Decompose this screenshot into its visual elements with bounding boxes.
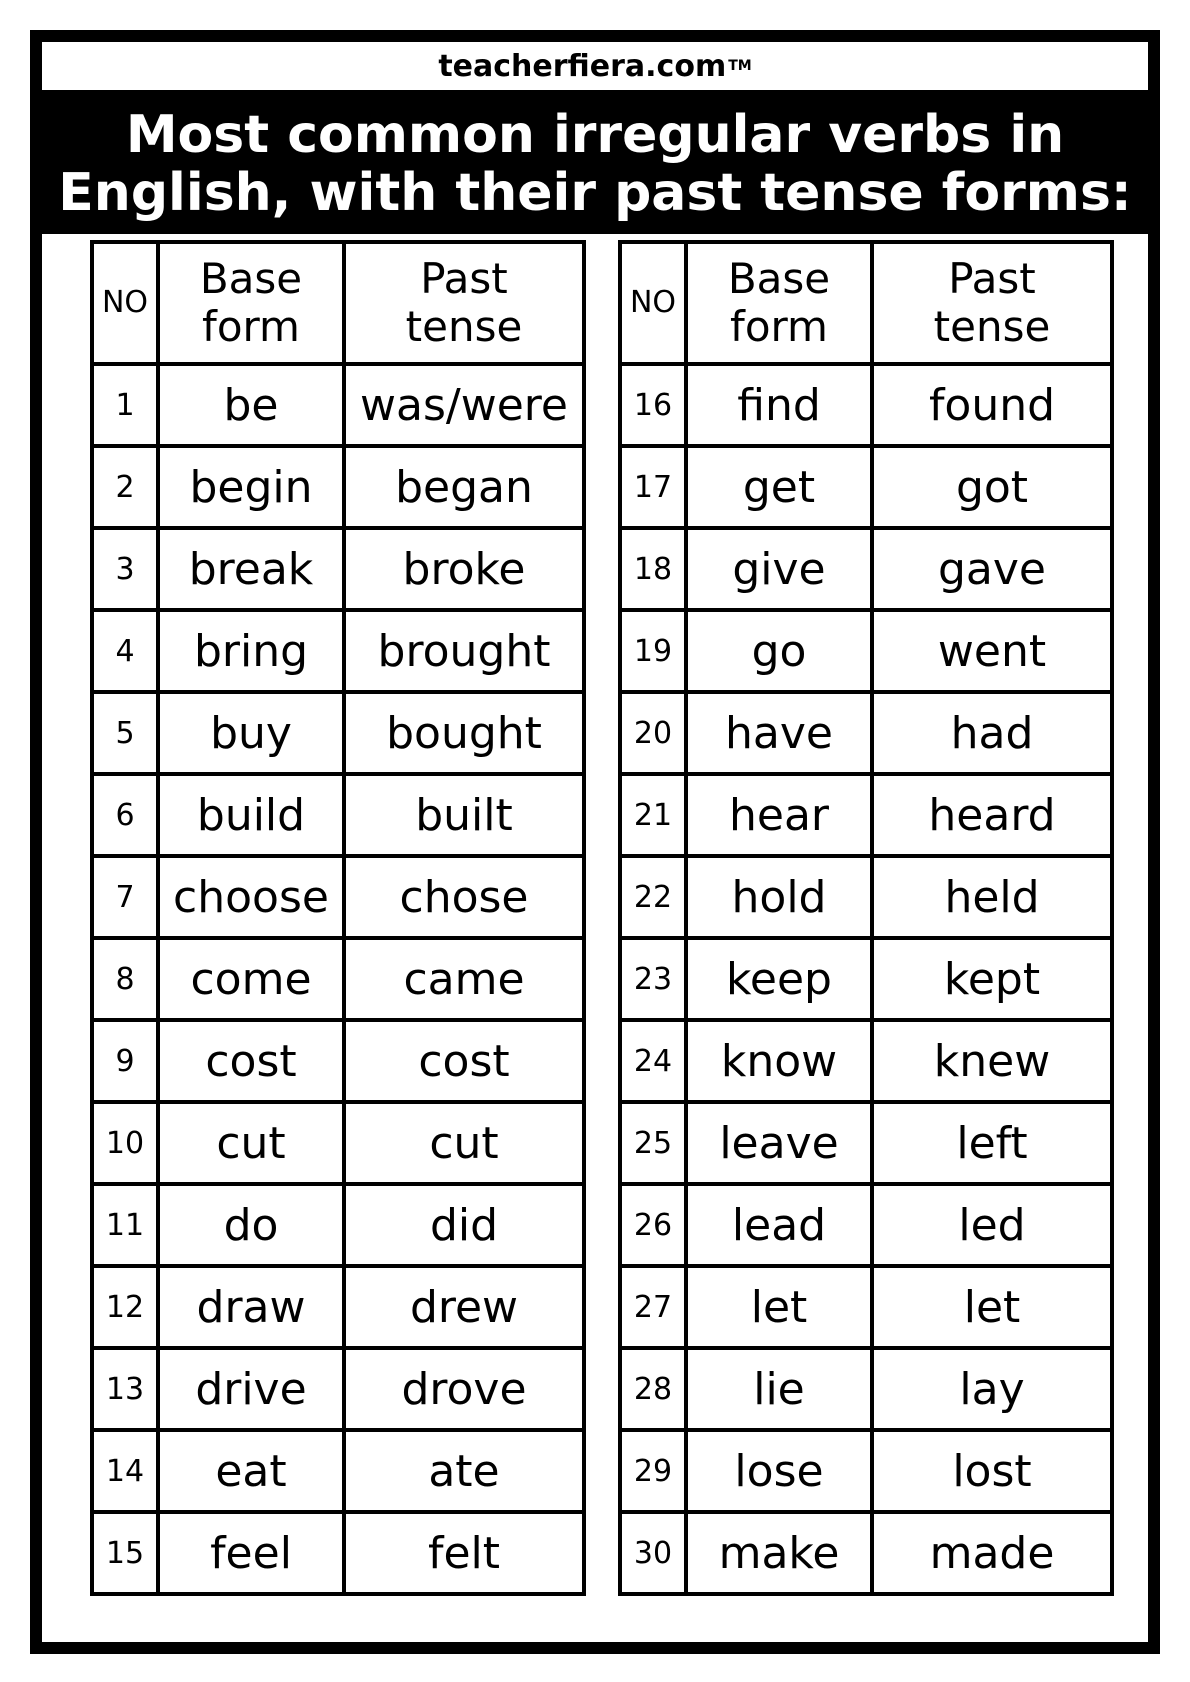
verb-number: 28 [620, 1348, 686, 1430]
verb-number: 3 [92, 528, 158, 610]
verb-past-tense: began [344, 446, 584, 528]
verb-past-tense: built [344, 774, 584, 856]
table-row [92, 528, 584, 610]
verb-number: 18 [620, 528, 686, 610]
verb-past-tense: left [872, 1102, 1112, 1184]
verb-number: 10 [92, 1102, 158, 1184]
table-row [92, 364, 584, 446]
header-past-line-1: Past [948, 254, 1036, 303]
verb-past-tense: had [872, 692, 1112, 774]
verb-base-form: hear [686, 774, 872, 856]
table-row [620, 446, 1112, 528]
verb-number: 15 [92, 1512, 158, 1594]
column-header-past-tense [872, 242, 1112, 364]
verb-past-tense: let [872, 1266, 1112, 1348]
verb-number: 5 [92, 692, 158, 774]
verb-base-form: be [158, 364, 344, 446]
verb-number: 20 [620, 692, 686, 774]
header-base-line-2: form [202, 302, 300, 351]
table-row [92, 774, 584, 856]
table-row [620, 774, 1112, 856]
table-row [92, 1102, 584, 1184]
verb-number: 27 [620, 1266, 686, 1348]
verb-number: 19 [620, 610, 686, 692]
column-header-base-form [686, 242, 872, 364]
verb-past-tense: chose [344, 856, 584, 938]
verb-number: 7 [92, 856, 158, 938]
verb-past-tense: heard [872, 774, 1112, 856]
table-row [92, 856, 584, 938]
verb-base-form: do [158, 1184, 344, 1266]
verb-base-form: hold [686, 856, 872, 938]
verb-base-form: make [686, 1512, 872, 1594]
verb-past-tense: drew [344, 1266, 584, 1348]
verb-number: 12 [92, 1266, 158, 1348]
verb-base-form: drive [158, 1348, 344, 1430]
verb-past-tense: came [344, 938, 584, 1020]
header-base-line-1: Base [727, 254, 831, 303]
table-row [620, 1512, 1112, 1594]
verb-past-tense: bought [344, 692, 584, 774]
verb-base-form: know [686, 1020, 872, 1102]
verb-rows-left [92, 364, 584, 1594]
table-row [620, 610, 1112, 692]
table-row [92, 1266, 584, 1348]
verb-number: 9 [92, 1020, 158, 1102]
verb-past-tense: felt [344, 1512, 584, 1594]
verb-past-tense: cost [344, 1020, 584, 1102]
verb-base-form: choose [158, 856, 344, 938]
verb-base-form: keep [686, 938, 872, 1020]
verb-past-tense: brought [344, 610, 584, 692]
verb-base-form: cut [158, 1102, 344, 1184]
verb-past-tense: led [872, 1184, 1112, 1266]
verb-past-tense: drove [344, 1348, 584, 1430]
header-past-line-2: tense [933, 302, 1051, 351]
verb-base-form: let [686, 1266, 872, 1348]
verb-number: 25 [620, 1102, 686, 1184]
verb-base-form: lead [686, 1184, 872, 1266]
title-line-2: English, with their past tense forms: [58, 163, 1132, 223]
verb-number: 4 [92, 610, 158, 692]
table-row [92, 1430, 584, 1512]
table-row [92, 446, 584, 528]
header-base-line-2: form [730, 302, 828, 351]
verb-number: 30 [620, 1512, 686, 1594]
table-row [620, 1102, 1112, 1184]
table-row [620, 364, 1112, 446]
verb-past-tense: gave [872, 528, 1112, 610]
verb-base-form: go [686, 610, 872, 692]
verb-number: 21 [620, 774, 686, 856]
verb-number: 6 [92, 774, 158, 856]
verb-base-form: draw [158, 1266, 344, 1348]
verb-past-tense: kept [872, 938, 1112, 1020]
verb-past-tense: did [344, 1184, 584, 1266]
verb-base-form: find [686, 364, 872, 446]
verb-number: 8 [92, 938, 158, 1020]
table-row [92, 1348, 584, 1430]
table-header-row [620, 242, 1112, 364]
trademark-mark: TM [728, 58, 752, 74]
verb-base-form: begin [158, 446, 344, 528]
column-header-no: NO [92, 242, 158, 364]
verb-number: 14 [92, 1430, 158, 1512]
verb-base-form: bring [158, 610, 344, 692]
table-row [92, 692, 584, 774]
verb-number: 13 [92, 1348, 158, 1430]
verb-past-tense: broke [344, 528, 584, 610]
verb-number: 29 [620, 1430, 686, 1512]
table-row [620, 1348, 1112, 1430]
verb-number: 16 [620, 364, 686, 446]
header-past-line-2: tense [405, 302, 523, 351]
verb-number: 17 [620, 446, 686, 528]
column-header-no: NO [620, 242, 686, 364]
table-row [92, 1184, 584, 1266]
verb-table-left [90, 240, 586, 1596]
verb-number: 24 [620, 1020, 686, 1102]
table-row [92, 610, 584, 692]
verb-past-tense: cut [344, 1102, 584, 1184]
column-header-base-form [158, 242, 344, 364]
verb-number: 23 [620, 938, 686, 1020]
verb-rows-right [620, 364, 1112, 1594]
table-header-row [92, 242, 584, 364]
verb-base-form: build [158, 774, 344, 856]
header-base-line-1: Base [199, 254, 303, 303]
verb-base-form: eat [158, 1430, 344, 1512]
verb-past-tense: held [872, 856, 1112, 938]
verb-past-tense: was/were [344, 364, 584, 446]
title-line-1: Most common irregular verbs in [125, 105, 1065, 165]
verb-base-form: cost [158, 1020, 344, 1102]
table-row [620, 1266, 1112, 1348]
verb-number: 11 [92, 1184, 158, 1266]
verb-past-tense: went [872, 610, 1112, 692]
verb-past-tense: knew [872, 1020, 1112, 1102]
table-row [620, 692, 1112, 774]
verb-number: 22 [620, 856, 686, 938]
verb-number: 26 [620, 1184, 686, 1266]
table-row [620, 938, 1112, 1020]
column-header-past-tense [344, 242, 584, 364]
verb-past-tense: found [872, 364, 1112, 446]
verb-base-form: break [158, 528, 344, 610]
verb-base-form: give [686, 528, 872, 610]
verb-past-tense: made [872, 1512, 1112, 1594]
verb-base-form: come [158, 938, 344, 1020]
table-row [92, 1020, 584, 1102]
verb-base-form: feel [158, 1512, 344, 1594]
table-row [620, 856, 1112, 938]
site-name: teacherfiera.com [438, 48, 727, 84]
table-row [92, 938, 584, 1020]
table-row [620, 528, 1112, 610]
header-past-line-1: Past [420, 254, 508, 303]
verb-number: 2 [92, 446, 158, 528]
site-brand [42, 42, 1148, 94]
table-row [620, 1430, 1112, 1512]
verb-past-tense: ate [344, 1430, 584, 1512]
verb-number: 1 [92, 364, 158, 446]
verb-base-form: buy [158, 692, 344, 774]
table-row [620, 1184, 1112, 1266]
verb-base-form: get [686, 446, 872, 528]
verb-table-right [618, 240, 1114, 1596]
verb-base-form: lie [686, 1348, 872, 1430]
verb-base-form: leave [686, 1102, 872, 1184]
table-row [92, 1512, 584, 1594]
verb-base-form: lose [686, 1430, 872, 1512]
verb-past-tense: got [872, 446, 1112, 528]
verb-past-tense: lay [872, 1348, 1112, 1430]
verb-past-tense: lost [872, 1430, 1112, 1512]
verb-base-form: have [686, 692, 872, 774]
page-title [42, 94, 1148, 234]
table-row [620, 1020, 1112, 1102]
